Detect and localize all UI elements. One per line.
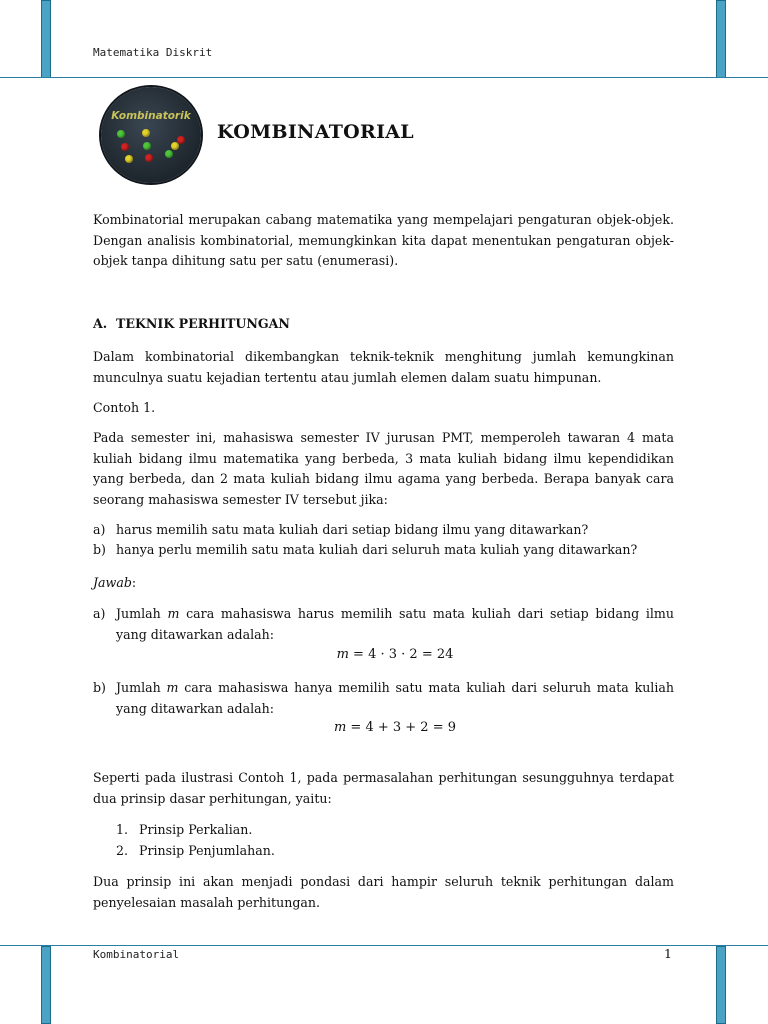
intro-paragraph: Kombinatorial merupakan cabang matematika yang mempelajari pengaturan objek-objek. Dengan analisis kombinatorial, memungkinkan kita dapat menentukan pengaturan objek-objek tanpa dihitung satu per satu (enumerasi). xyxy=(93,212,674,268)
kombinatorik-logo xyxy=(101,87,201,183)
section-a-title: TEKNIK PERHITUNGAN xyxy=(116,316,290,331)
header-left-bar xyxy=(41,0,51,78)
header-right-bar xyxy=(716,0,726,78)
logo-ball-green xyxy=(143,142,151,150)
question-text: hanya perlu memilih satu mata kuliah dari seluruh mata kuliah yang ditawarkan? xyxy=(116,542,638,557)
answer-pre: Jumlah xyxy=(116,680,167,695)
equation xyxy=(116,645,674,665)
logo-ball-red xyxy=(177,136,185,144)
logo-ball-yellow xyxy=(125,155,133,163)
answer-post: cara mahasiswa hanya memilih satu mata kuliah dari seluruh mata kuliah yang ditawarkan adalah: xyxy=(116,680,674,716)
logo-ball-green xyxy=(165,150,173,158)
header-rule xyxy=(0,77,768,78)
principle-marker: 2. xyxy=(116,843,129,858)
principles-intro: Seperti pada ilustrasi Contoh 1, pada permasalahan perhitungan sesungguhnya terdapat dua prinsip dasar perhitungan, yaitu: xyxy=(93,770,674,806)
equation-rest: = 4 + 3 + 2 = 9 xyxy=(346,720,457,735)
logo-text: Kombinatorik xyxy=(111,110,191,122)
logo-ball-yellow xyxy=(142,129,150,137)
equation xyxy=(116,718,674,738)
answer-var: m xyxy=(166,680,179,695)
page-title: KOMBINATORIAL xyxy=(217,121,414,143)
question-text: harus memilih satu mata kuliah dari setiap bidang ilmu yang ditawarkan? xyxy=(116,522,589,537)
example-label: Contoh 1. xyxy=(93,400,156,415)
answer-post: cara mahasiswa harus memilih satu mata kuliah dari setiap bidang ilmu yang ditawarkan adalah: xyxy=(116,606,674,642)
answer-pre: Jumlah xyxy=(116,606,168,621)
answer-label-word: Jawab xyxy=(93,575,132,590)
answer-text xyxy=(116,604,674,645)
answer-label xyxy=(93,573,136,594)
example-problem: Pada semester ini, mahasiswa semester IV jurusan PMT, memperoleh tawaran 4 mata kuliah bidang ilmu matematika yang berbeda, 3 mata kuliah bidang ilmu kependidikan yang berbeda, dan 2 mata kuliah bidang ilmu agama yang berbeda. Berapa banyak cara seorang mahasiswa semester IV tersebut jika: xyxy=(93,430,674,507)
answer-text xyxy=(116,678,674,719)
footer-rule xyxy=(0,945,768,946)
question-marker: a) xyxy=(93,522,106,537)
answer-marker: b) xyxy=(93,680,106,695)
logo-ball-red xyxy=(121,143,129,151)
section-a-paragraph: Dalam kombinatorial dikembangkan teknik-teknik menghitung jumlah kemungkinan munculnya suatu kejadian tertentu atau jumlah elemen dalam suatu himpunan. xyxy=(93,349,674,385)
principle-marker: 1. xyxy=(116,822,129,837)
closing-paragraph: Dua prinsip ini akan menjadi pondasi dari hampir seluruh teknik perhitungan dalam penyelesaian masalah perhitungan. xyxy=(93,874,674,910)
principle-text: Prinsip Penjumlahan. xyxy=(139,843,275,858)
question-marker: b) xyxy=(93,542,106,557)
header-running-title: Matematika Diskrit xyxy=(93,46,213,59)
answer-marker: a) xyxy=(93,606,106,621)
equation-rest: = 4 · 3 · 2 = 24 xyxy=(348,647,454,662)
equation-var: m xyxy=(333,720,347,735)
footer-left-bar xyxy=(41,946,51,1024)
logo-ball-green xyxy=(117,130,125,138)
footer-running-title: Kombinatorial xyxy=(93,948,180,961)
page-number: 1 xyxy=(664,946,672,961)
answer-var: m xyxy=(167,606,180,621)
footer-right-bar xyxy=(716,946,726,1024)
principle-text: Prinsip Perkalian. xyxy=(139,822,253,837)
section-a-marker: A. xyxy=(93,316,108,331)
logo-ball-red xyxy=(145,154,153,162)
equation-var: m xyxy=(336,647,349,662)
answer-label-colon: : xyxy=(131,575,137,590)
